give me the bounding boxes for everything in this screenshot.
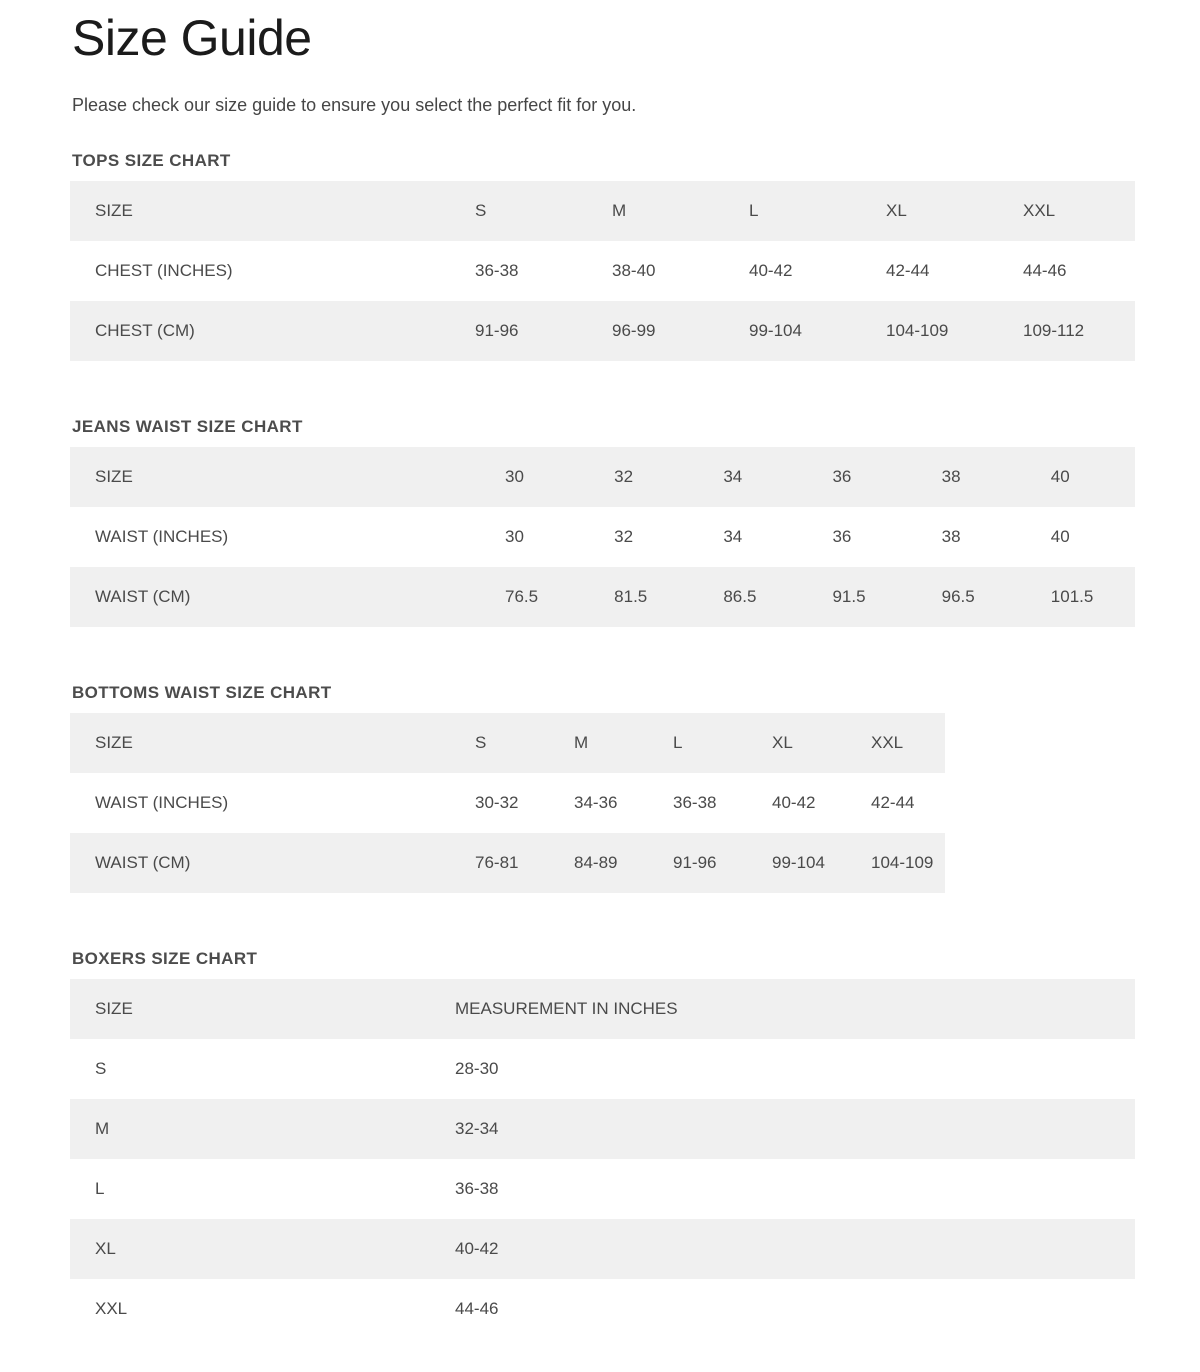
table-row (70, 1219, 1135, 1279)
header-cell: M (612, 200, 627, 220)
header-cell: S (475, 732, 487, 752)
row-label-cell: CHEST (CM) (95, 320, 195, 340)
table-row (70, 1099, 1135, 1159)
value-cell: 76-81 (475, 852, 519, 872)
size-table-boxers-size-chart (70, 979, 1135, 1339)
header-cell: L (673, 732, 683, 752)
value-cell: 32-34 (455, 1118, 499, 1138)
row-label-cell: XL (95, 1238, 116, 1258)
value-cell: 34 (723, 526, 743, 546)
value-cell: 30-32 (475, 792, 519, 812)
size-table-bottoms-waist-size-chart (70, 713, 945, 893)
header-cell: XXL (871, 732, 904, 752)
value-cell: 91-96 (673, 852, 717, 872)
header-cell: MEASUREMENT IN INCHES (455, 998, 678, 1018)
section-heading-tops-size-chart: TOPS SIZE CHART (72, 150, 231, 170)
table-row (70, 507, 1135, 567)
value-cell: 96.5 (941, 586, 975, 606)
value-cell: 101.5 (1050, 586, 1094, 606)
row-label-cell: WAIST (CM) (95, 852, 191, 872)
value-cell: 40 (1050, 526, 1070, 546)
table-header-row (70, 713, 945, 773)
value-cell: 109-112 (1023, 320, 1085, 340)
header-cell: S (475, 200, 487, 220)
size-table-jeans-waist-size-chart (70, 447, 1135, 627)
value-cell: 40-42 (455, 1238, 499, 1258)
size-chart-sections (70, 150, 1135, 1339)
header-cell: XL (772, 732, 793, 752)
header-cell: 34 (723, 466, 743, 486)
size-table-tops-size-chart (70, 181, 1135, 361)
page-title: Size Guide (72, 10, 312, 66)
value-cell: 40-42 (749, 260, 793, 280)
value-cell: 91.5 (832, 586, 866, 606)
header-cell: 30 (505, 466, 524, 486)
value-cell: 44-46 (455, 1298, 499, 1318)
header-cell: SIZE (95, 998, 133, 1018)
value-cell: 34-36 (574, 792, 618, 812)
value-cell: 96-99 (612, 320, 656, 340)
row-label-cell: WAIST (INCHES) (95, 526, 229, 546)
row-label-cell: L (95, 1178, 105, 1198)
table-header-row (70, 447, 1135, 507)
value-cell: 38 (941, 526, 961, 546)
row-label-cell: M (95, 1118, 110, 1138)
header-cell: SIZE (95, 732, 133, 752)
section-heading-jeans-waist-size-chart: JEANS WAIST SIZE CHART (72, 416, 303, 436)
value-cell: 36 (832, 526, 852, 546)
row-label-cell: CHEST (INCHES) (95, 260, 233, 280)
value-cell: 36-38 (455, 1178, 499, 1198)
table-header-row (70, 979, 1135, 1039)
value-cell: 44-46 (1023, 260, 1067, 280)
row-label-cell: XXL (95, 1298, 128, 1318)
section-boxers-size-chart (70, 948, 1135, 1339)
header-cell: 40 (1050, 466, 1070, 486)
value-cell: 104-109 (871, 852, 934, 872)
table-row (70, 1159, 1135, 1219)
value-cell: 99-104 (772, 852, 825, 872)
value-cell: 42-44 (871, 792, 915, 812)
value-cell: 36-38 (475, 260, 519, 280)
header-cell: 36 (832, 466, 852, 486)
header-cell: SIZE (95, 466, 133, 486)
table-header-row (70, 181, 1135, 241)
value-cell: 30 (505, 526, 524, 546)
row-label-cell: WAIST (INCHES) (95, 792, 229, 812)
section-heading-bottoms-waist-size-chart: BOTTOMS WAIST SIZE CHART (72, 682, 332, 702)
header-cell: XXL (1023, 200, 1056, 220)
row-label-cell: S (95, 1058, 107, 1078)
table-row (70, 1279, 1135, 1339)
value-cell: 40-42 (772, 792, 816, 812)
table-row (70, 567, 1135, 627)
header-cell: M (574, 732, 589, 752)
value-cell: 76.5 (505, 586, 539, 606)
value-cell: 36-38 (673, 792, 717, 812)
value-cell: 32 (614, 526, 634, 546)
table-row (70, 773, 945, 833)
header-cell: L (749, 200, 759, 220)
table-row (70, 833, 945, 893)
section-heading-boxers-size-chart: BOXERS SIZE CHART (72, 948, 258, 968)
value-cell: 86.5 (723, 586, 757, 606)
value-cell: 91-96 (475, 320, 519, 340)
value-cell: 84-89 (574, 852, 618, 872)
value-cell: 28-30 (455, 1058, 499, 1078)
value-cell: 104-109 (886, 320, 949, 340)
section-bottoms-waist-size-chart (70, 682, 1135, 893)
header-cell: XL (886, 200, 907, 220)
header-cell: SIZE (95, 200, 133, 220)
header-cell: 38 (941, 466, 961, 486)
value-cell: 42-44 (886, 260, 930, 280)
row-label-cell: WAIST (CM) (95, 586, 191, 606)
table-row (70, 241, 1135, 301)
value-cell: 38-40 (612, 260, 656, 280)
section-jeans-waist-size-chart (70, 416, 1135, 627)
table-row (70, 301, 1135, 361)
section-tops-size-chart (70, 150, 1135, 361)
table-row (70, 1039, 1135, 1099)
value-cell: 99-104 (749, 320, 802, 340)
header-cell: 32 (614, 466, 634, 486)
value-cell: 81.5 (614, 586, 648, 606)
page-subtitle: Please check our size guide to ensure you select the perfect fit for you. (72, 94, 637, 115)
